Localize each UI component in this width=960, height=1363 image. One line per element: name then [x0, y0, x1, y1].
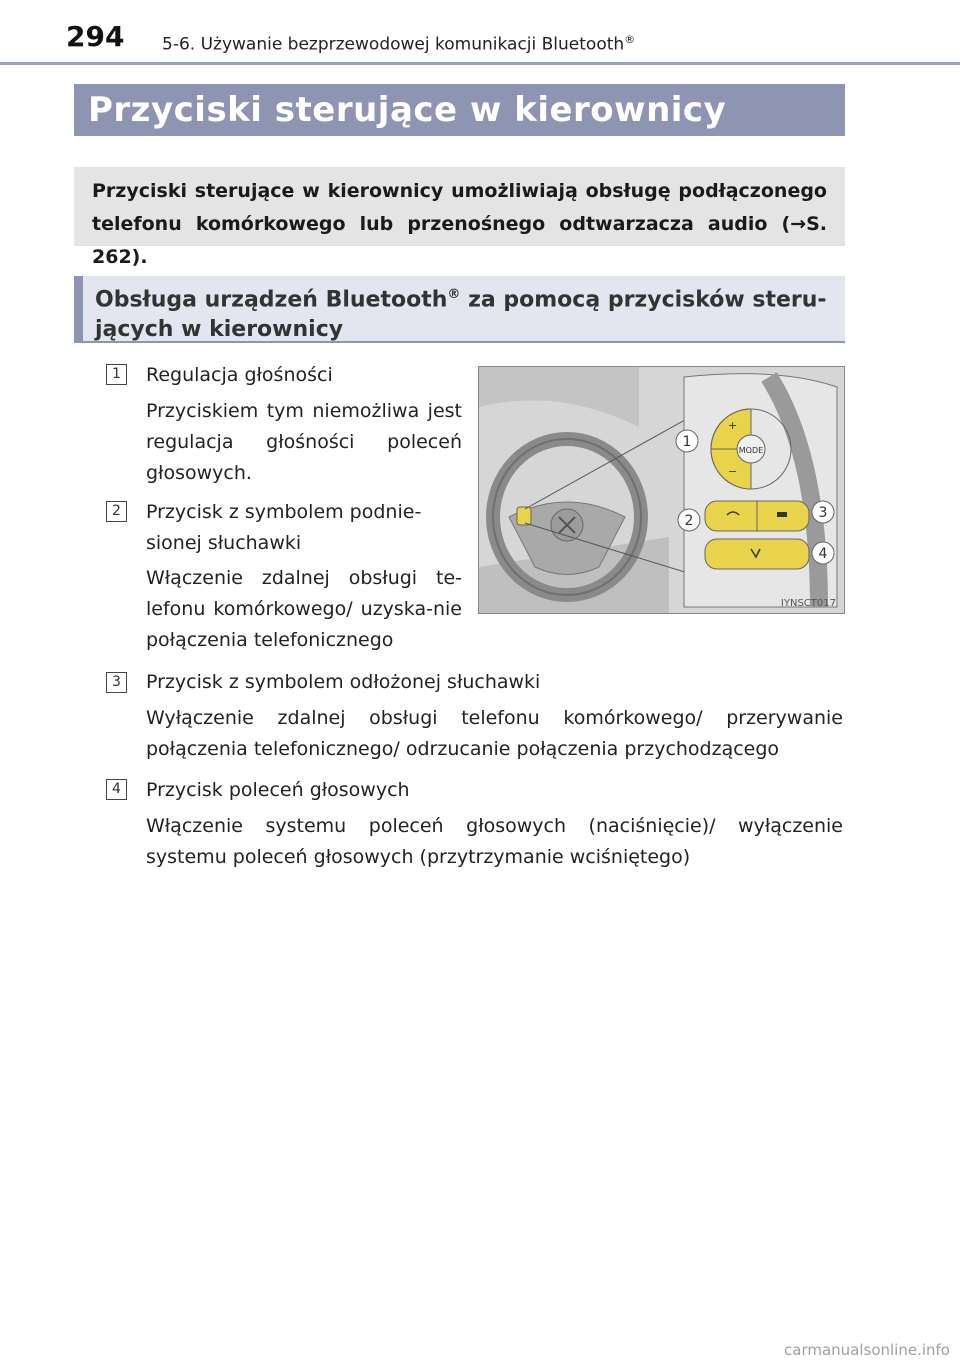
item-title-3: Przycisk z symbolem odłożonej słuchawki: [146, 671, 541, 693]
svg-text:3: 3: [818, 505, 828, 521]
item-title-4: Przycisk poleceń głosowych: [146, 779, 410, 801]
subsection-part2: za pomocą przycisków steru-: [460, 287, 827, 313]
item-title-1: Regulacja głośności: [146, 364, 333, 386]
header-rule: [0, 62, 960, 65]
item-title-2-line2: sionej słuchawki: [146, 532, 302, 554]
registered-mark: ®: [624, 33, 636, 46]
svg-text:2: 2: [684, 513, 694, 529]
subsection-title: [74, 276, 845, 343]
svg-text:4: 4: [818, 546, 828, 562]
svg-text:+: +: [728, 419, 738, 432]
callout-2: [678, 509, 700, 531]
item-desc-2: Włączenie zdalnej obsługi te-lefonu komórkowego/ uzyska-nie połączenia telefonicznego: [146, 567, 462, 651]
intro-box: Przyciski sterujące w kierownicy umożliwiają obsługę podłączonego telefonu komórkowego lub przenośnego odtwarzacza audio (→S. 262).: [74, 167, 845, 246]
item-number-1: 1: [106, 364, 127, 385]
figure-code: IYNSCT017: [780, 598, 836, 609]
subsection-mark: ®: [447, 287, 461, 302]
item-number-4: 4: [106, 779, 127, 800]
chapter-title: 5-6. Używanie bezprzewodowej komunikacji Bluetooth: [162, 34, 625, 55]
steering-wheel-figure: [478, 366, 845, 614]
svg-text:1: 1: [682, 434, 692, 450]
callout-4: [812, 542, 834, 564]
subsection-line1: [95, 280, 845, 315]
watermark: carmanualsonline.info: [784, 1341, 950, 1359]
item-desc-4: Włączenie systemu poleceń głosowych (naciśnięcie)/ wyłączenie systemu poleceń głosowych (przytrzymanie wciśniętego): [146, 815, 843, 868]
subsection-line2: jących w kierownicy: [95, 317, 344, 343]
steering-wheel-illustration: [479, 367, 844, 613]
page-number: 294: [66, 20, 125, 53]
svg-text:−: −: [728, 465, 738, 478]
running-header: [162, 33, 635, 55]
subsection-part1: Obsługa urządzeń Bluetooth: [95, 287, 448, 313]
section-title: Przyciski sterujące w kierownicy: [74, 84, 845, 136]
item-title-2: Przycisk z symbolem podnie-: [146, 501, 422, 523]
item-number-3: 3: [106, 672, 127, 693]
mode-label: MODE: [738, 446, 764, 455]
item-desc-3: Wyłączenie zdalnej obsługi telefonu komórkowego/ przerywanie połączenia telefonicznego/ odrzucanie połączenia przychodzącego: [146, 707, 843, 760]
item-number-2: 2: [106, 501, 127, 522]
item-desc-1: Przyciskiem tym niemożliwa jest regulacja głośności poleceń głosowych.: [146, 400, 462, 484]
callout-3: [812, 501, 834, 523]
callout-1: [676, 430, 698, 452]
